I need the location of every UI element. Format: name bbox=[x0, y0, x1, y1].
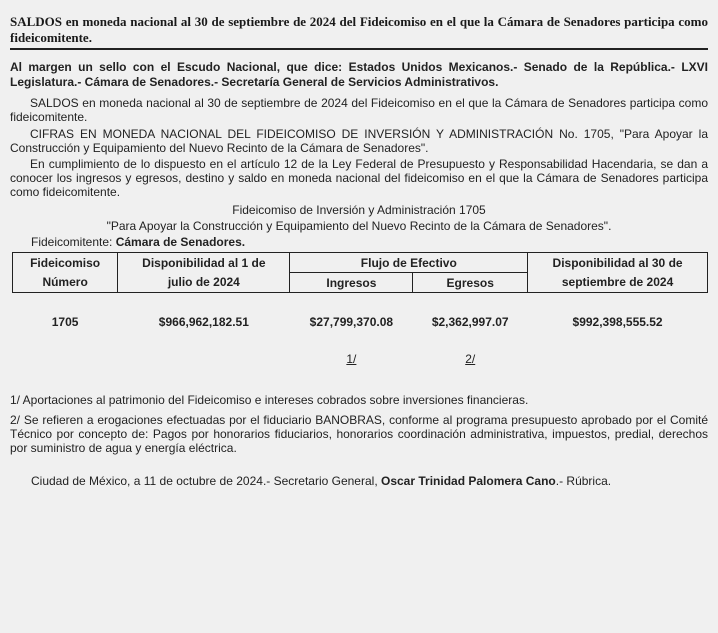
document-title: SALDOS en moneda nacional al 30 de septiembre de 2024 del Fideicomiso en el que la Cámara de Senadores participa como fideicomitente. bbox=[10, 14, 708, 45]
header-fideicomiso-line2: Número bbox=[42, 275, 88, 289]
header-disp-inicio-line1: Disponibilidad al 1 de bbox=[142, 256, 266, 270]
footnote-1: 1/ Aportaciones al patrimonio del Fideicomiso e intereses cobrados sobre inversiones financieras. bbox=[10, 393, 529, 407]
header-flujo: Flujo de Efectivo bbox=[290, 253, 528, 273]
header-disp-fin bbox=[528, 253, 708, 293]
title-divider bbox=[10, 48, 708, 50]
table-notes-row bbox=[13, 351, 708, 367]
margin-note: Al margen un sello con el Escudo Nacional, que dice: Estados Unidos Mexicanos.- Senado de la República.- LXVI Legislatura.- Cámara de Senadores.- Secretaría General de Servicios Administrativos. bbox=[10, 60, 708, 89]
paragraph-cumplimiento: En cumplimiento de lo dispuesto en el artículo 12 de la Ley Federal de Presupuesto y Responsabilidad Hacendaria, se dan a conocer los ingresos y egresos, destino y saldo en moneda nacional del fideicomiso en el que la Cámara de Senadores participa como fideicomitente. bbox=[10, 157, 708, 199]
fideicomitente-label: Fideicomitente: bbox=[31, 235, 113, 249]
paragraph-saldos: SALDOS en moneda nacional al 30 de septiembre de 2024 del Fideicomiso en el que la Cámara de Senadores participa como fideicomitente. bbox=[10, 96, 708, 124]
header-ingresos: Ingresos bbox=[290, 273, 413, 293]
cell-numero: 1705 bbox=[51, 314, 79, 329]
signature-name: Oscar Trinidad Palomera Cano bbox=[381, 474, 556, 488]
note-ref-egresos: 2/ bbox=[465, 351, 476, 366]
fund-heading-line1: Fideicomiso de Inversión y Administración 1705 bbox=[232, 203, 486, 217]
header-fideicomiso bbox=[13, 253, 118, 293]
header-fideicomiso-line1: Fideicomiso bbox=[30, 256, 101, 270]
header-disp-inicio-line2: julio de 2024 bbox=[167, 275, 240, 289]
cell-disp-fin: $992,398,555.52 bbox=[572, 314, 663, 329]
signature-line bbox=[31, 474, 611, 488]
signature-prefix: Ciudad de México, a 11 de octubre de 2024.- Secretario General, bbox=[31, 474, 378, 488]
paragraph-cifras: CIFRAS EN MONEDA NACIONAL DEL FIDEICOMISO DE INVERSIÓN Y ADMINISTRACIÓN No. 1705, "Para Apoyar la Construcción y Equipamiento del Nuevo Recinto de la Cámara de Senadores". bbox=[10, 127, 708, 155]
fideicomitente-value: Cámara de Senadores. bbox=[115, 235, 246, 249]
header-egresos: Egresos bbox=[413, 273, 528, 293]
signature-suffix: .- Rúbrica. bbox=[555, 474, 612, 488]
footnote-2: 2/ Se refieren a erogaciones efectuadas por el fiduciario BANOBRAS, conforme al programa presupuesto aprobado por el Comité Técnico por concepto de: Pagos por honorarios fiduciarios, honorarios coordinación administrativa, impuestos, predial, derechos por suministro de agua y energía eléctrica. bbox=[10, 413, 708, 455]
fund-heading-line2: "Para Apoyar la Construcción y Equipamiento del Nuevo Recinto de la Cámara de Senadores". bbox=[106, 219, 612, 233]
header-disp-fin-line1: Disponibilidad al 30 de bbox=[552, 256, 683, 270]
fund-balance-table bbox=[12, 252, 708, 367]
fideicomitente bbox=[31, 235, 245, 249]
header-disp-fin-line2: septiembre de 2024 bbox=[561, 275, 674, 289]
cell-egresos: $2,362,997.07 bbox=[431, 314, 509, 329]
cell-disp-inicio: $966,962,182.51 bbox=[158, 314, 249, 329]
note-ref-ingresos: 1/ bbox=[346, 351, 357, 366]
header-disp-inicio bbox=[118, 253, 290, 293]
table-row bbox=[13, 293, 708, 351]
cell-ingresos: $27,799,370.08 bbox=[309, 314, 394, 329]
